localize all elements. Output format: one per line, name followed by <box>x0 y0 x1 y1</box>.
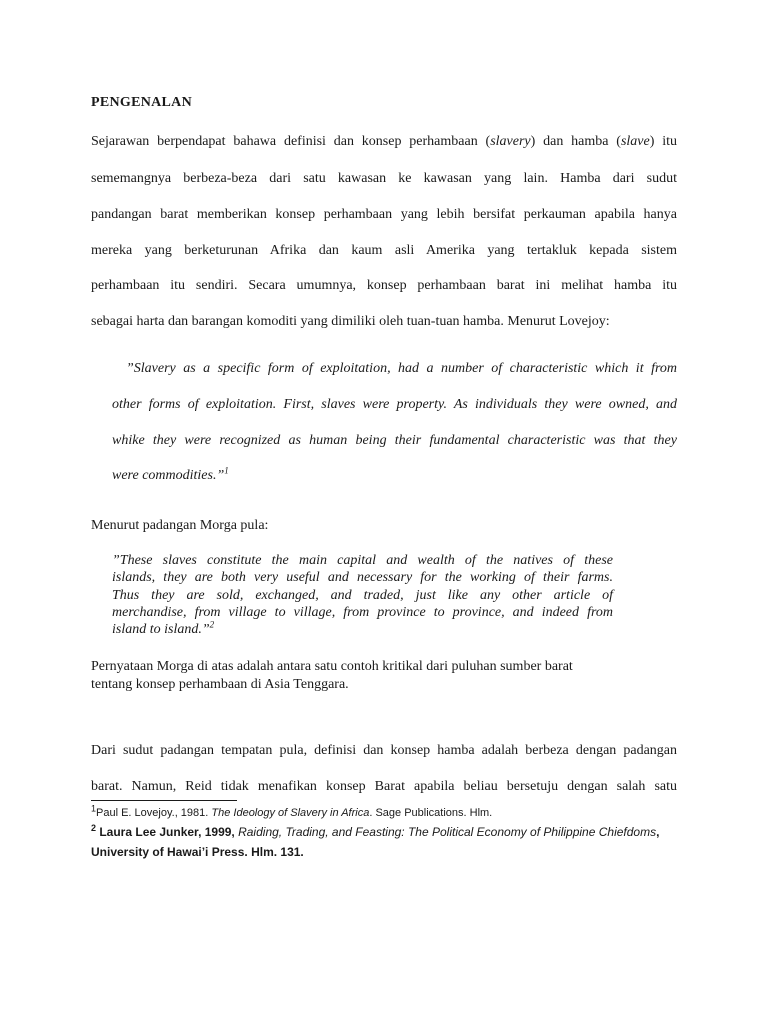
intro-line-6: sebagai harta dan barangan komoditi yang dimiliki oleh tuan-tuan hamba. Menurut Lovejoy: <box>91 314 610 329</box>
intro-line-3: pandangan barat memberikan konsep perhambaan yang lebih bersifat perkauman apabila hanya <box>91 207 677 222</box>
local-view-line-1: Dari sudut padangan tempatan pula, definisi dan konsep hamba adalah berbeza dengan padangan <box>91 743 677 758</box>
morga-quote-line-2: islands, they are both very useful and necessary for the working of their farms. <box>112 570 613 585</box>
footnote-separator <box>91 800 237 801</box>
intro-line-1: Sejarawan berpendapat bahawa definisi dan konsep perhambaan (slavery) dan hamba (slave) itu <box>91 134 678 149</box>
morga-quote-line-5: island to island.”$^2$ <box>112 619 215 637</box>
local-view-line-2: barat. Namun, Reid tidak menafikan konsep Barat apabila beliau bersetuju dengan salah satu <box>91 779 677 794</box>
footnote-2-cont: University of Hawai’i Press. Hlm. 131. <box>91 845 304 859</box>
section-heading: PENGENALAN <box>91 95 193 110</box>
lovejoy-quote-line-4: were commodities.”$^1$ <box>112 465 229 483</box>
statement-line-2: tentang konsep perhambaan di Asia Tenggara. <box>91 677 349 692</box>
intro-line-5: perhambaan itu sendiri. Secara umumnya, konsep perhambaan barat ini melihat hamba itu <box>91 278 677 293</box>
morga-quote-line-1: ”These slaves constitute the main capital and wealth of the natives of these <box>112 553 613 568</box>
intro-line-4: mereka yang berketurunan Afrika dan kaum asli Amerika yang tertakluk kepada sistem <box>91 243 677 258</box>
lovejoy-quote-line-3: whike they were recognized as human being their fundamental characteristic was that they <box>112 433 677 448</box>
morga-intro: Menurut padangan Morga pula: <box>91 518 269 533</box>
footnote-ref-1: 1 <box>224 465 229 476</box>
footnote-2: $^2$ Laura Lee Junker, 1999, Raiding, Trading, and Feasting: The Political Economy of Philippine Chiefdoms, <box>91 823 660 839</box>
morga-quote-line-3: Thus they are sold, exchanged, and traded, just like any other article of <box>112 588 613 603</box>
lovejoy-quote-line-1: ”Slavery as a specific form of exploitation, had a number of characteristic which it from <box>126 361 677 376</box>
footnote-1: $^1$Paul E. Lovejoy., 1981. The Ideology of Slavery in Africa. Sage Publications. Hlm. <box>91 803 493 819</box>
intro-line-2: sememangnya berbeza-beza dari satu kawasan ke kawasan yang lain. Hamba dari sudut <box>91 171 677 186</box>
statement-line-1: Pernyataan Morga di atas adalah antara satu contoh kritikal dari puluhan sumber barat <box>91 659 573 674</box>
lovejoy-quote-line-2: other forms of exploitation. First, slaves were property. As individuals they were owned, and <box>112 397 677 412</box>
footnote-ref-2: 2 <box>209 619 215 630</box>
morga-quote-line-4: merchandise, from village to village, from province to province, and indeed from <box>112 605 613 620</box>
